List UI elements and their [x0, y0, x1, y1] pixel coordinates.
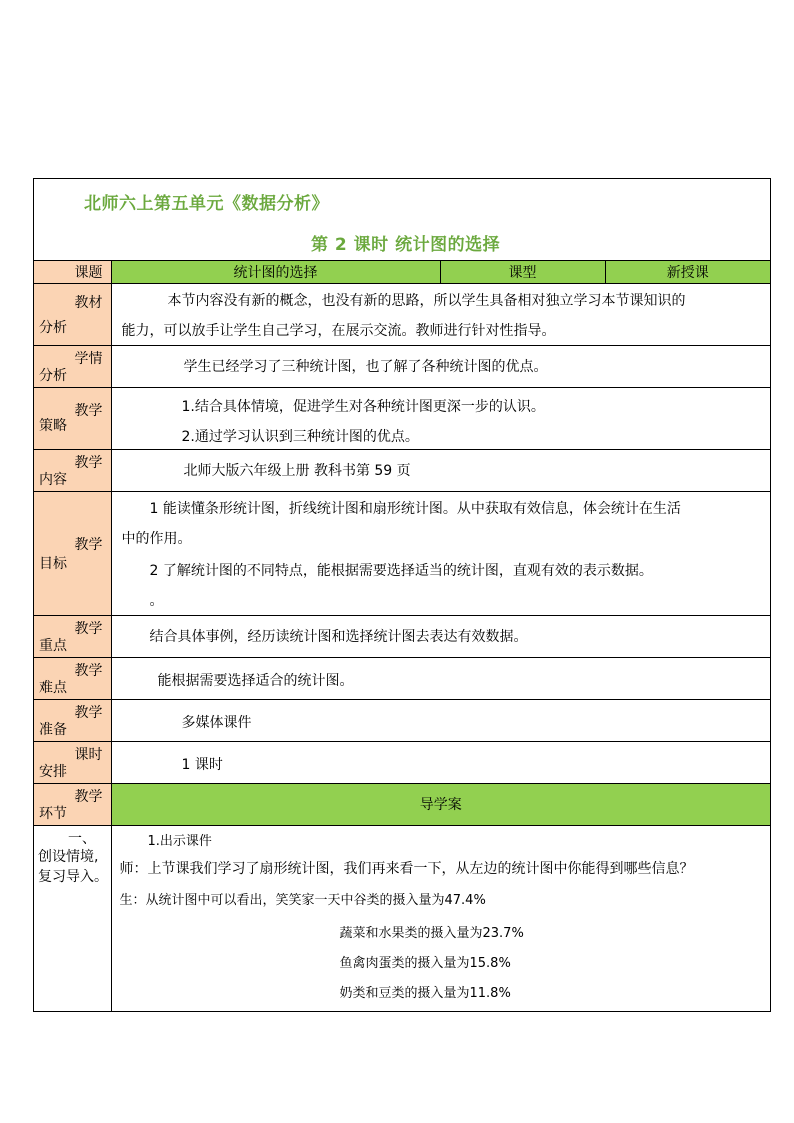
- row-content: 能根据需要选择适合的统计图。: [111, 657, 770, 699]
- intro-content: 1.出示课件 师：上节课我们学习了扇形统计图，我们再来看一下，从左边的统计图中你能得到哪些信息？ 生：从统计图中可以看出，笑笑家一天中谷类的摄入量为47.4% 蔬菜和水果类的摄入量为23.7% 鱼禽肉蛋类的摄入量为15.8% 奶类和豆类的摄入量为11.8%: [111, 825, 770, 1011]
- type-value: 新授课: [605, 261, 770, 283]
- row-content: 多媒体课件: [111, 699, 770, 741]
- row-difficulty: [34, 657, 770, 699]
- row-label: 课时 安排: [34, 741, 111, 783]
- row-label: 教学 策略: [34, 387, 111, 449]
- row-label: 教学 准备: [34, 699, 111, 741]
- row-content: 北师大版六年级上册 教科书第 59 页: [111, 449, 770, 491]
- row-content: 1.结合具体情境，促进学生对各种统计图更深一步的认识。 2.通过学习认识到三种统计图的优点。: [111, 387, 770, 449]
- row-content: 学生已经学习了三种统计图，也了解了各种统计图的优点。: [111, 345, 770, 387]
- row-material: [34, 283, 770, 345]
- row-label: 教学 重点: [34, 615, 111, 657]
- row-goals: [34, 491, 770, 615]
- row-label: 教学 内容: [34, 449, 111, 491]
- row-label: 教学 环节: [34, 783, 111, 825]
- row-content-source: [34, 449, 770, 491]
- section-title: 导学案: [111, 783, 770, 825]
- row-intro: [34, 825, 770, 1011]
- type-label: 课型: [440, 261, 605, 283]
- document-header: [34, 179, 770, 261]
- topic-label: 课题: [34, 261, 111, 283]
- lesson-title: 第 2 课时 统计图的选择: [311, 235, 501, 255]
- intro-label: 一、 创设情境, 复习导入。: [34, 825, 111, 1011]
- row-label: 学情 分析: [34, 345, 111, 387]
- row-prep: [34, 699, 770, 741]
- unit-title: 北师六上第五单元《数据分析》: [84, 194, 329, 214]
- lesson-table: [34, 261, 770, 1011]
- row-content: 结合具体事例，经历读统计图和选择统计图去表达有效数据。: [111, 615, 770, 657]
- row-label: 教学 目标: [34, 491, 111, 615]
- row-label: 教学 难点: [34, 657, 111, 699]
- row-content: 本节内容没有新的概念，也没有新的思路，所以学生具备相对独立学习本节课知识的 能力，可以放手让学生自己学习，在展示交流。教师进行针对性指导。: [111, 283, 770, 345]
- row-content: 1 能读懂条形统计图，折线统计图和扇形统计图。从中获取有效信息，体会统计在生活 中的作用。 2 了解统计图的不同特点，能根据需要选择适当的统计图，直观有效的表示数据。 。: [111, 491, 770, 615]
- row-key: [34, 615, 770, 657]
- row-hours: [34, 741, 770, 783]
- row-students: [34, 345, 770, 387]
- row-label: 教材 分析: [34, 283, 111, 345]
- row-strategy: [34, 387, 770, 449]
- lesson-plan-document: [33, 178, 771, 1012]
- topic-value: 统计图的选择: [111, 261, 440, 283]
- topic-row: [34, 261, 770, 283]
- row-content: 1 课时: [111, 741, 770, 783]
- row-section: [34, 783, 770, 825]
